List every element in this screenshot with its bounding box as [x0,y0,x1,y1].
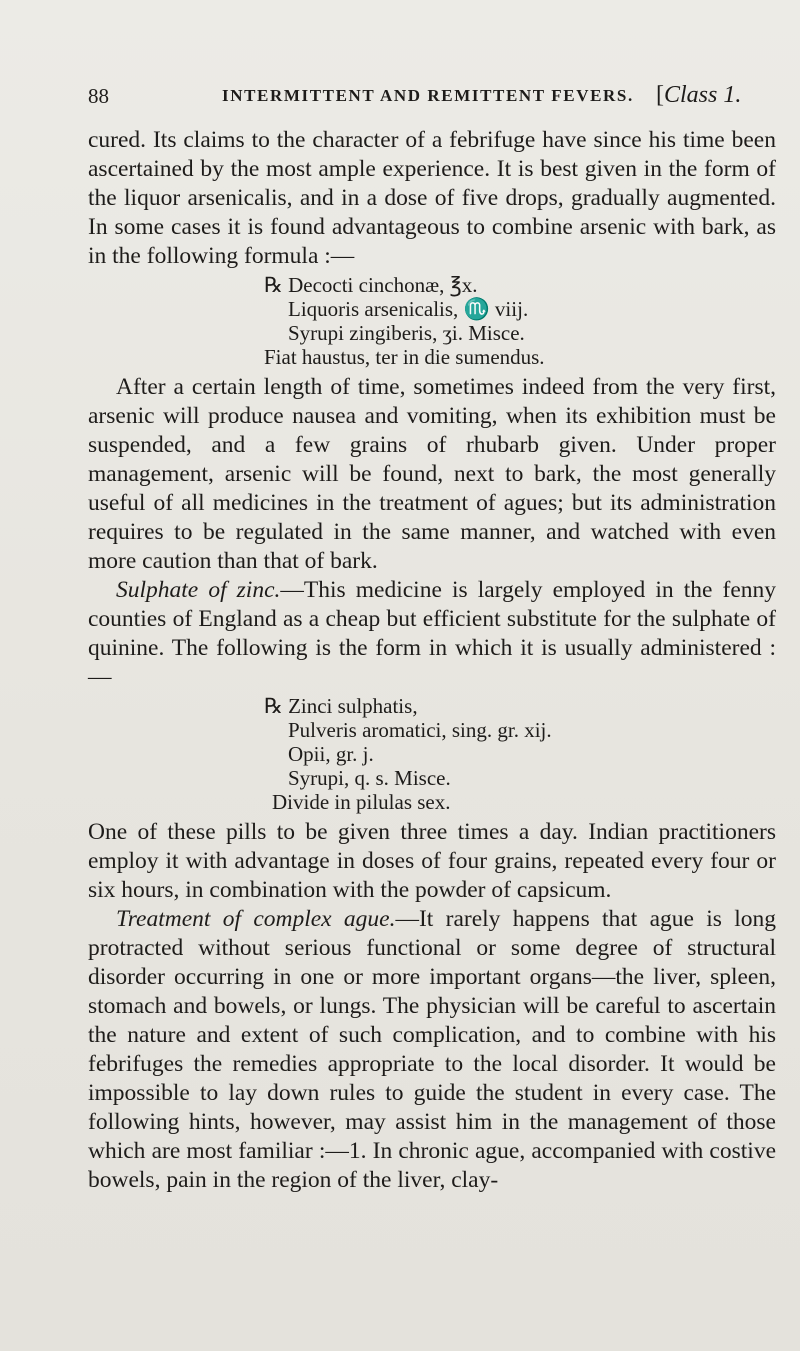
paragraph-5 [88,905,776,1195]
running-title: INTERMITTENT AND REMITTENT FEVERS. [222,86,634,105]
class-reference-bracket: [ [656,82,664,108]
formula-1-line-4: Fiat haustus, ter in die sumendus. [264,345,545,369]
formula-2-line-4: Syrupi, q. s. Misce. [288,766,451,790]
paragraph-5-text: —It rarely happens that ague is long protracted without serious functional or some degree of structural disorder occurring in one or more important organs—the liver, spleen, stomach and bowels, or lungs. The physician will be careful to ascertain the nature and extent of such complication, and to combine with his febrifuges the remedies appropriate to the local disorder. It would be impossible to lay down rules to guide the student in every case. The following hints, however, may assist him in the management of those which are most familiar :—1. In chronic ague, accompanied with costive bowels, pain in the region of the liver, clay- [88,906,776,1193]
paragraph-4: One of these pills to be given three times a day. Indian practitioners employ it with advantage in doses of four grains, repeated every four or six hours, in combination with the powder of capsicum. [88,819,776,903]
section-title-sulphate-of-zinc: Sulphate of zinc. [116,577,281,603]
section-title-complex-ague: Treatment of complex ague. [116,906,396,932]
formula-2-line-1: ℞ Zinci sulphatis, [264,694,418,718]
formula-2-line-2: Pulveris aromatici, sing. gr. xij. [288,718,552,742]
formula-arsenic [264,273,776,369]
page-header [88,84,776,114]
class-reference-text: Class 1. [664,82,742,108]
formula-1-line-2: Liquoris arsenicalis, ♏ viij. [288,297,529,321]
paragraph-2: After a certain length of time, sometimes indeed from the very first, arsenic will produce nausea and vomiting, when its exhibition must be suspended, and a few grains of rhubarb given. Under proper management, arsenic will be found, next to bark, the most generally useful of all medicines in the treatment of agues; but its administration requires to be regulated in the same manner, and watched with even more caution than that of bark. [88,374,776,574]
paragraph-3 [88,576,776,692]
paragraph-3-text: —This medicine is largely employed in the fenny counties of England as a cheap but efficient substitute for the sulphate of quinine. The following is the form in which it is usually administered :— [88,577,776,690]
formula-1-line-3: Syrupi zingiberis, ʒi. Misce. [288,321,525,345]
page-number: 88 [88,84,109,108]
paragraph-1: cured. Its claims to the character of a febrifuge have since his time been ascertained by the most ample experience. It is best given in the form of the liquor arsenicalis, and in a dose of five drops, gradually augmented. In some cases it is found advantageous to combine arsenic with bark, as in the following formula :— [88,127,776,269]
formula-2-line-3: Opii, gr. j. [288,742,374,766]
formula-zinc [264,694,776,814]
formula-2-line-5: Divide in pilulas sex. [272,790,451,814]
formula-1-line-1: ℞ Decocti cinchonæ, ℥x. [264,273,478,297]
class-reference [656,82,741,109]
body-text [88,126,776,1195]
